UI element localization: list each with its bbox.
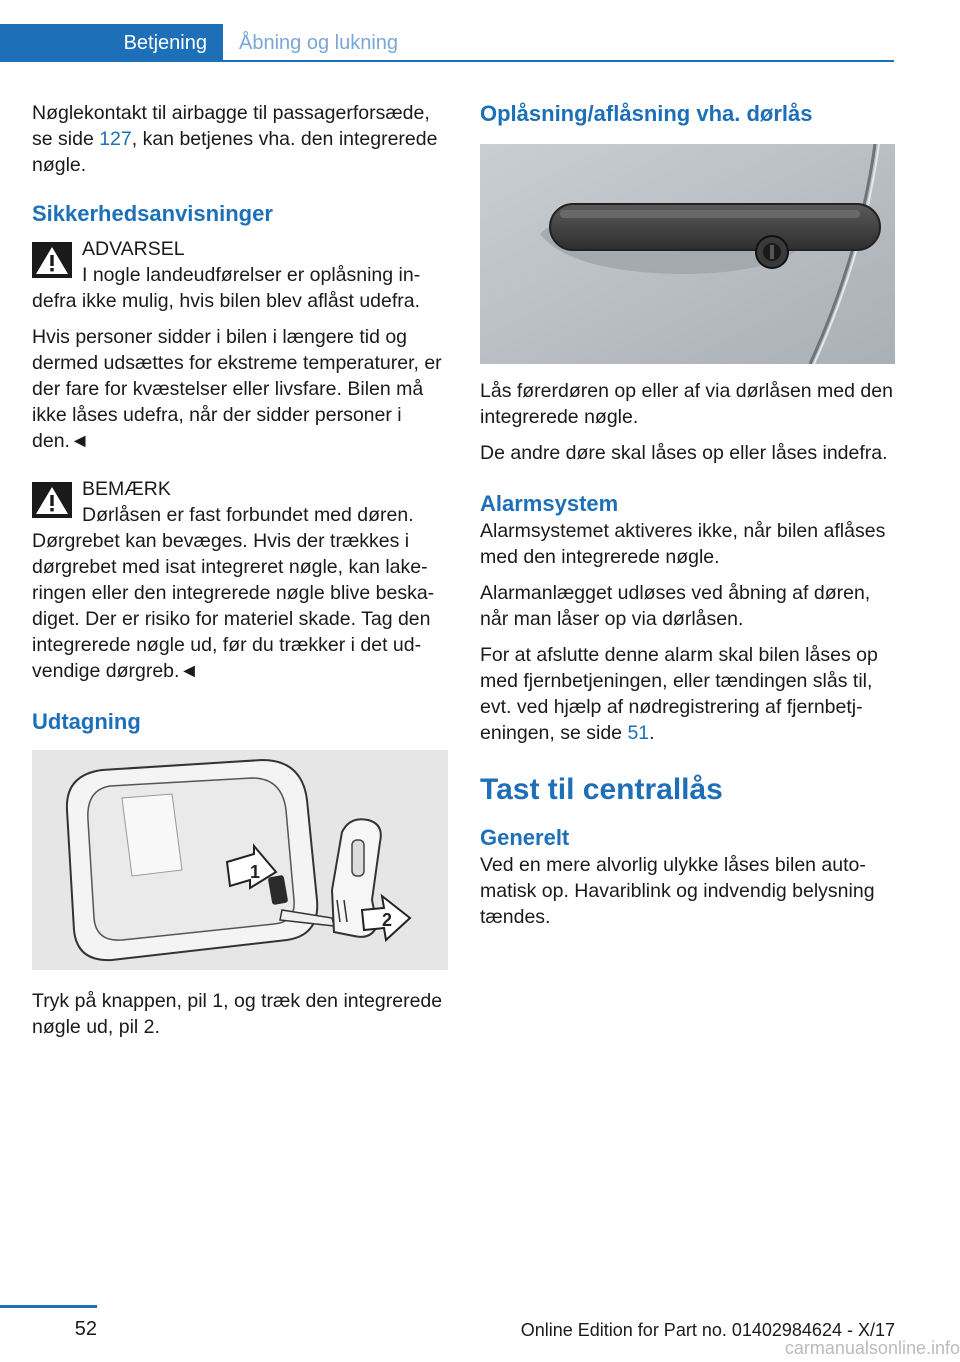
door-lock-heading: Oplåsning/aflåsning vha. dørlås <box>480 101 813 126</box>
section-tab-label: Åbning og lukning <box>239 31 399 54</box>
watermark: carmanualsonline.info <box>784 1338 960 1358</box>
chapter-tab[interactable] <box>0 24 223 62</box>
removal-caption: Tryk på knappen, pil 1, og træk den integrerede nøgle ud, pil 2. <box>32 990 443 1038</box>
door-handle-illustration <box>480 144 895 364</box>
alarm-text-1: Alarmsystemet aktiveres ikke, når bilen aflåses med den integrerede nøgle. <box>480 520 886 568</box>
key-removal-illustration <box>32 750 448 970</box>
warning-icon <box>32 242 72 278</box>
left-column <box>32 100 448 1050</box>
right-column <box>480 100 896 940</box>
central-lock-heading: Tast til centrallås <box>480 773 723 806</box>
page-header <box>0 24 894 62</box>
footer-rule <box>0 1305 97 1308</box>
removal-heading: Udtagning <box>32 709 141 734</box>
notice-text: Dørlåsen er fast forbundet med døren. Dørgrebet kan bevæges. Hvis der trækkes i dørgrebet med isat integreret nøgle, kan lakeringen eller den integrerede nøgle blive beskadiget. Der er risiko for materiel skade. Tag den integrerede nøgle ud, før du trækker i det udvendige dørgreb.◄ <box>32 504 435 682</box>
warning-text: I nogle landeudførelser er oplåsning indefra ikke mulig, hvis bilen blev aflåst udefra. <box>32 264 421 312</box>
chapter-tab-label: Betjening <box>123 31 207 54</box>
alarm-text-2: Alarmanlægget udløses ved åbning af døren, når man låser op via dørlåsen. <box>480 582 871 630</box>
edition-note: Online Edition for Part no. 01402984624 - X/17 <box>520 1320 895 1340</box>
notice-label: BEMÆRK <box>82 478 171 500</box>
alarm-heading: Alarmsystem <box>480 491 619 516</box>
warning-block-advarsel <box>32 236 448 262</box>
door-text-1: Lås førerdøren op eller af via dørlåsen med den integrerede nøgle. <box>480 380 893 428</box>
door-lock-figure <box>480 144 895 364</box>
page-link-51[interactable]: 51 <box>627 722 650 744</box>
warning-text-2: Hvis personer sidder i bilen i længere tid og dermed udsættes for ekstreme temperaturer, er der fare for kvæstelser eller livsfare. Bilen må ikke låses udefra, når der sidder personer i den.◄ <box>32 326 442 452</box>
warning-icon <box>32 482 72 518</box>
warning-label: ADVARSEL <box>82 238 185 260</box>
section-tab[interactable] <box>239 24 398 62</box>
general-text: Ved en mere alvorlig ulykke låses bilen automatisk op. Havariblink og indvendig belysning tændes. <box>480 854 875 928</box>
page-link-127[interactable]: 127 <box>99 128 132 150</box>
arrow-2-label: 2 <box>382 910 393 930</box>
header-rule <box>223 60 894 62</box>
page-number: 52 <box>74 1318 97 1340</box>
warning-block-bemaerk <box>32 476 448 502</box>
key-removal-figure <box>32 750 448 970</box>
general-heading: Generelt <box>480 825 570 850</box>
intro-paragraph: Nøglekontakt til airbagge til passagerforsæde, se side 127, kan betjenes vha. den integrerede nøgle. <box>32 102 438 176</box>
safety-heading: Sikkerhedsanvisninger <box>32 201 273 226</box>
arrow-1-label: 1 <box>250 862 261 882</box>
door-text-2: De andre døre skal låses op eller låses indefra. <box>480 442 888 464</box>
alarm-text-3: For at afslutte denne alarm skal bilen låses op med fjernbetjeningen, eller tændingen slås til, evt. ved hjælp af nødregistrering af fjernbetjeningen, se side 51. <box>480 644 878 744</box>
